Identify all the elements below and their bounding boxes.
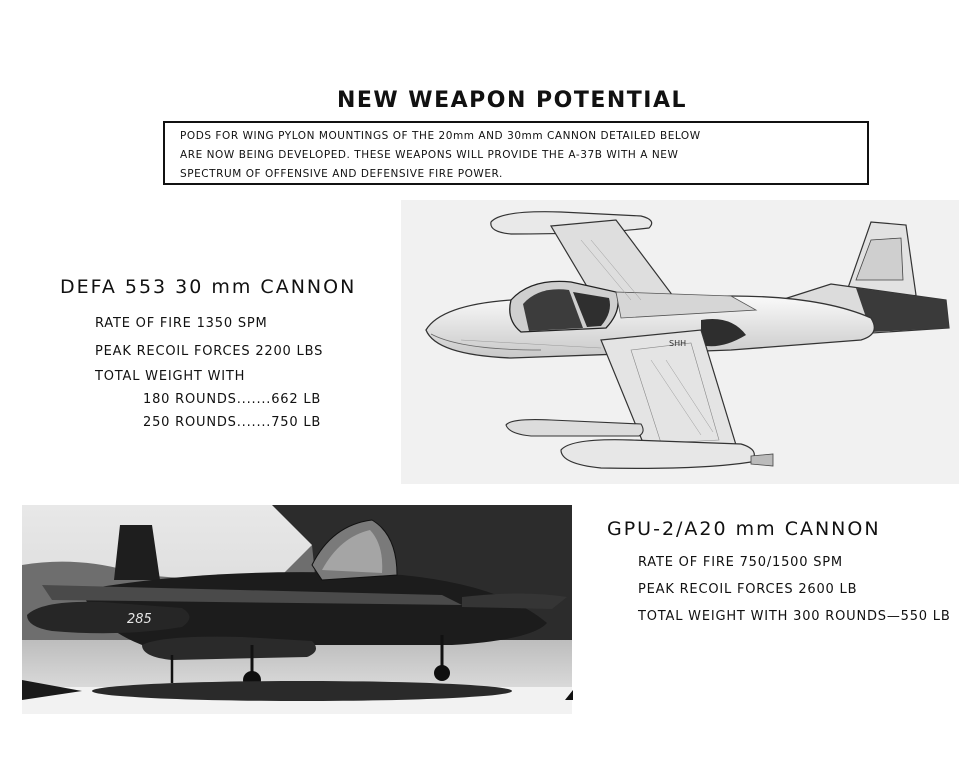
defa-weight: TOTAL WEIGHT WITH — [95, 369, 246, 384]
notice-line-1: PODS FOR WING PYLON MOUNTINGS OF THE 20mm AND 30mm CANNON DETAILED BELOW — [180, 130, 701, 142]
defa-rate: RATE OF FIRE 1350 SPM — [95, 316, 268, 331]
aircraft-illustration — [401, 200, 959, 484]
defa-heading: DEFA 553 30 mm CANNON — [60, 276, 357, 298]
gpu-recoil: PEAK RECOIL FORCES 2600 LB — [638, 582, 858, 597]
notice-box — [163, 121, 869, 185]
defa-rounds-250: 250 ROUNDS.......750 LB — [143, 415, 322, 430]
gpu-heading: GPU-2/A20 mm CANNON — [607, 518, 881, 540]
aircraft-photo-graphic — [22, 505, 572, 714]
defa-spec-block — [60, 276, 356, 298]
page-corner-mark — [565, 690, 573, 700]
notice-line-3: SPECTRUM OF OFFENSIVE AND DEFENSIVE FIRE POWER. — [180, 168, 503, 180]
page-title: NEW WEAPON POTENTIAL — [336, 88, 688, 113]
aircraft-drawing — [401, 200, 959, 484]
gpu-rate: RATE OF FIRE 750/1500 SPM — [638, 555, 843, 570]
defa-rounds-180: 180 ROUNDS.......662 LB — [143, 392, 322, 407]
defa-recoil: PEAK RECOIL FORCES 2200 LBS — [95, 344, 324, 359]
gpu-weight: TOTAL WEIGHT WITH 300 ROUNDS—550 LB — [638, 609, 951, 624]
gpu-spec-block — [607, 518, 881, 540]
aircraft-number: 285 — [127, 612, 152, 627]
aircraft-photo — [22, 505, 572, 714]
notice-line-2: ARE NOW BEING DEVELOPED. THESE WEAPONS WILL PROVIDE THE A-37B WITH A NEW — [180, 149, 679, 161]
fuselage-marking: SHH — [669, 339, 687, 348]
